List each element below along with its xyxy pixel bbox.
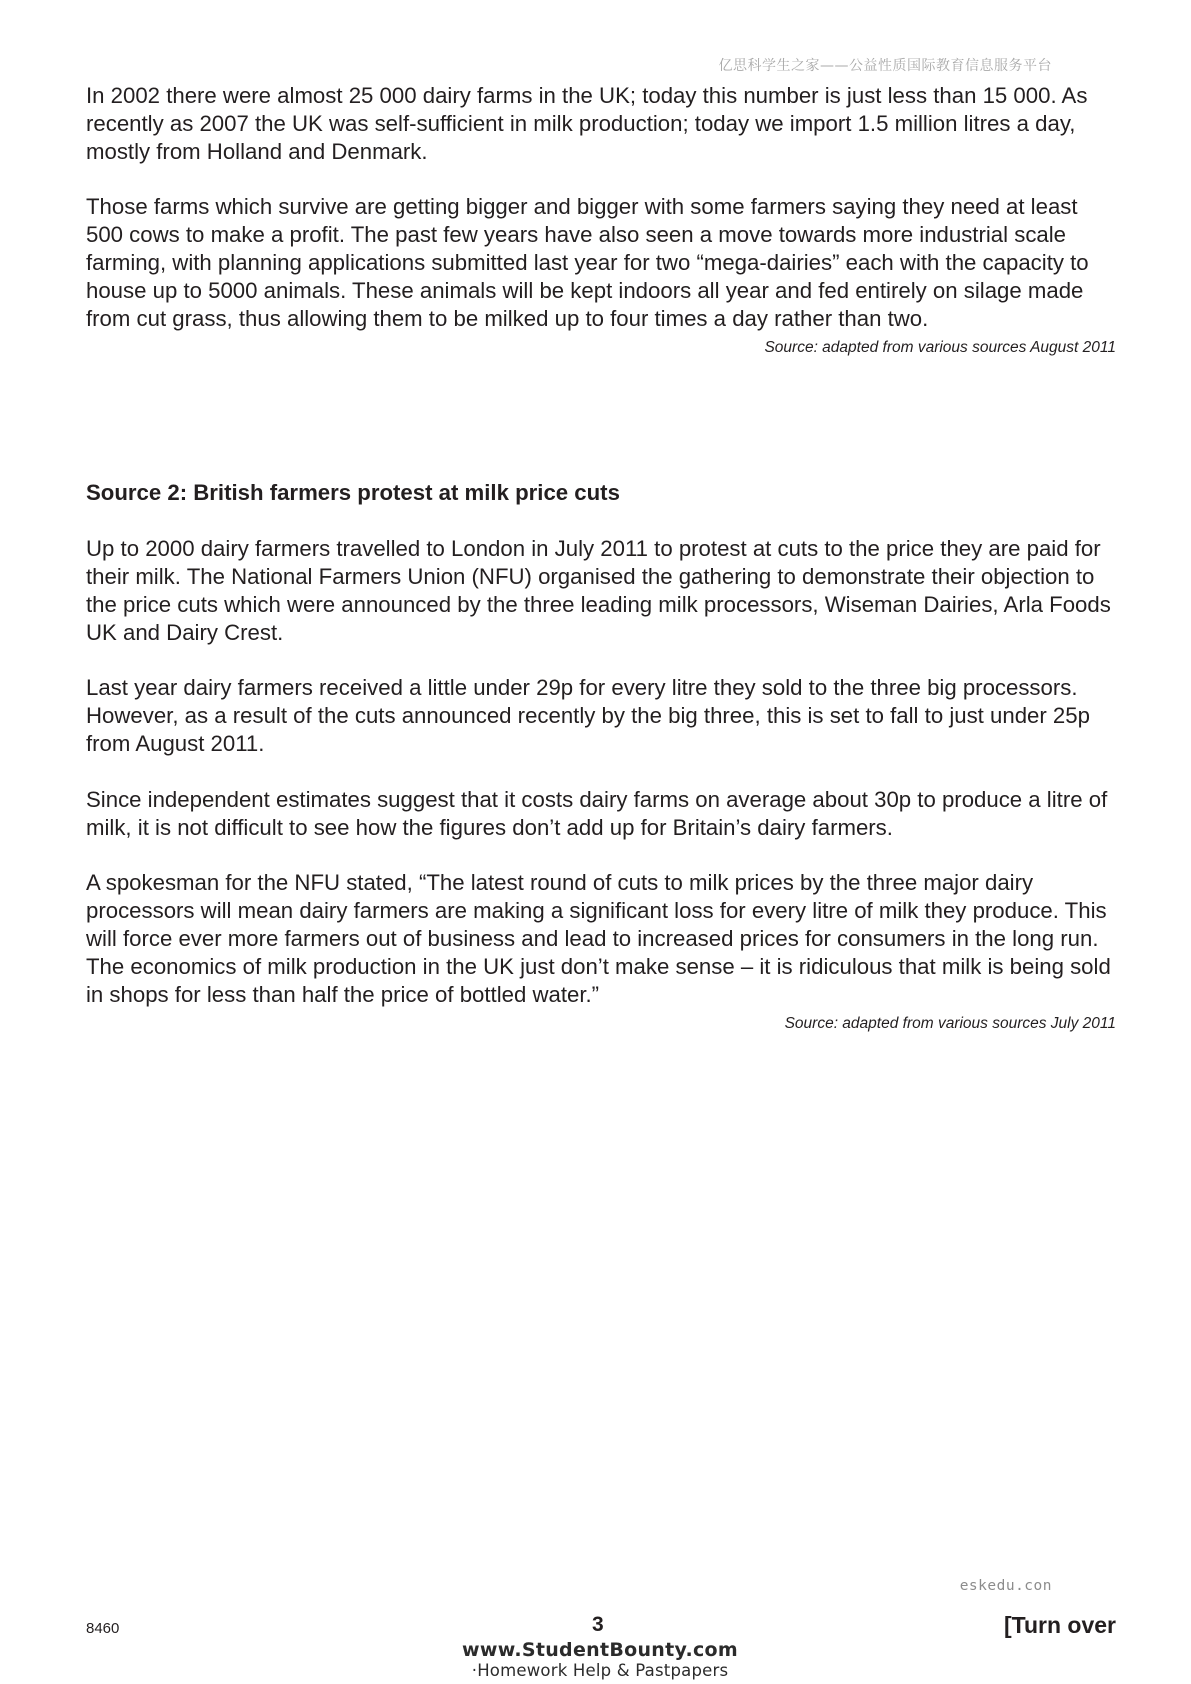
source-2-paragraph-3: Since independent estimates suggest that it costs dairy farms on average about 30p to produce a litre of milk, it is not difficult to see how the figures don’t add up for Britain’s dairy farmers. <box>86 786 1108 840</box>
paper-code: 8460 <box>86 1620 120 1637</box>
page-number: 3 <box>592 1613 604 1636</box>
section-gap <box>86 358 1116 479</box>
turn-over-label: [Turn over <box>1003 1612 1116 1638</box>
source-1-paragraph-1: In 2002 there were almost 25 000 dairy farms in the UK; today this number is just less than 15 000. As recently as 2007 the UK was self-sufficient in milk production; today we import 1.5 million litres a day, mostly from Holland and Denmark. <box>86 83 1088 164</box>
header-watermark: 亿思科学生之家——公益性质国际教育信息服务平台 <box>718 58 1052 74</box>
page-content <box>86 82 1116 1034</box>
source-2-paragraph-1: Up to 2000 dairy farmers travelled to London in July 2011 to protest at cuts to the price they are paid for their milk. The National Farmers Union (NFU) organised the gathering to demonstrate their objection to the price cuts which were announced by the three leading milk processors, Wiseman Dairies, Arla Foods UK and Dairy Crest. <box>86 536 1111 645</box>
source-1-citation: Source: adapted from various sources August 2011 <box>764 339 1116 357</box>
source-2-section <box>86 479 1116 1034</box>
studentbounty-tagline: ·Homework Help & Pastpapers <box>471 1661 729 1680</box>
source-2-heading: Source 2: British farmers protest at milk price cuts <box>86 480 620 506</box>
source-1-section <box>86 82 1116 358</box>
source-2-citation: Source: adapted from various sources July 2011 <box>784 1015 1116 1033</box>
source-2-paragraph-4: A spokesman for the NFU stated, “The latest round of cuts to milk prices by the three major dairy processors will mean dairy farmers are making a significant loss for every litre of milk they produce. This will force ever more farmers out of business and lead to increased prices for consumers in the long run. The economics of milk production in the UK just don’t make sense – it is ridiculous that milk is being sold in shops for less than half the price of bottled water.” <box>86 870 1111 1007</box>
footer-watermark: eskedu.con <box>959 1578 1052 1594</box>
studentbounty-url: www.StudentBounty.com <box>462 1639 738 1661</box>
source-2-paragraph-2: Last year dairy farmers received a little under 29p for every litre they sold to the three big processors. However, as a result of the cuts announced recently by the big three, this is set to fall to just under 25p from August 2011. <box>86 675 1090 756</box>
studentbounty-logo <box>455 1639 745 1680</box>
source-1-paragraph-2: Those farms which survive are getting bigger and bigger with some farmers saying they need at least 500 cows to make a profit. The past few years have also seen a move towards more industrial scale farming, with planning applications submitted last year for two “mega-dairies” each with the capacity to house up to 5000 animals. These animals will be kept indoors all year and fed entirely on silage made from cut grass, thus allowing them to be milked up to four times a day rather than two. <box>86 194 1089 331</box>
